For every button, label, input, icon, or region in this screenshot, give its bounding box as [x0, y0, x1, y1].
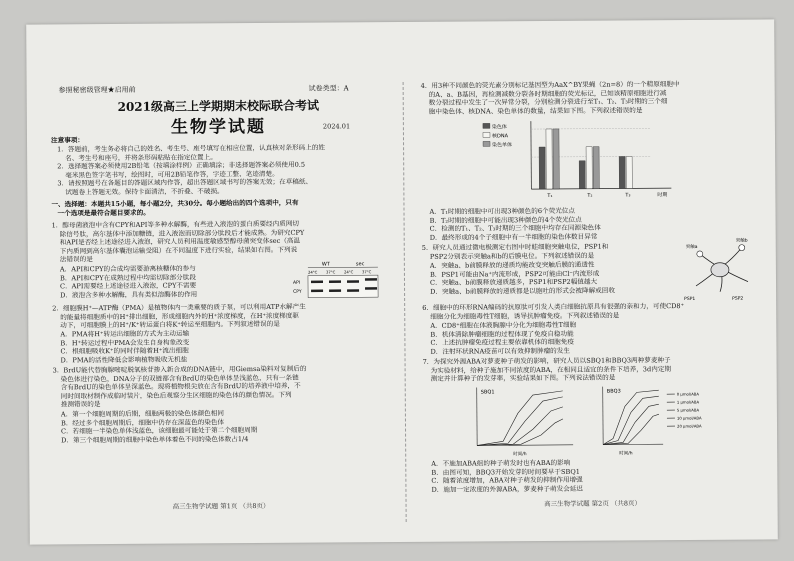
question-line: 6．细胞中的环形RNA编码的抗原肽可引发人类白细胞抗原具有很强的亲和力，可使CD8⁺ — [422, 302, 685, 312]
gel-head-sec: sec — [355, 261, 365, 268]
option-a: A．突触a、b前膜释放的递质均能改变突触后膜的通透性 — [429, 260, 595, 270]
gel-band — [329, 280, 341, 283]
germination-figure — [463, 382, 720, 458]
question-line: 下内质网到高尔基体囊泡运输受阻）在不同温度下进行实验，结果如右图。下列说 — [59, 245, 298, 256]
gel-temp: 24°C — [343, 269, 354, 275]
page-footer: 高三生物学试题 第1页 （共8页） — [172, 501, 270, 511]
option-b: B．经过多个细胞周期后，细胞中仍存在深蓝色的染色体 — [60, 417, 225, 427]
question-line: PSP2分别表示突触a和b的后膜电位。下列叙述错误的是 — [429, 251, 595, 261]
legend-chromatid: 染色单体 — [492, 142, 513, 149]
question-3-options — [61, 408, 381, 445]
period-t1: T₁ — [547, 192, 553, 199]
question-line: 数分裂过程中发生了一次异常分裂，分别检测分裂进行至T₁、T₂、T₃时期的三个细 — [428, 97, 668, 107]
question-line: 染色体进行染色，DNA分子的双链都含有BrdU的染色单体呈浅蓝色，只有一条链 — [60, 373, 299, 383]
option-d: D．注射环状RNA疫苗可以有效抑制肿瘤的发生 — [430, 346, 570, 356]
paper-type-label: 试卷类型：A — [308, 84, 349, 93]
gel-band — [347, 280, 359, 283]
option-b: B．H⁺转运过程中PMA会发生自身构象改变 — [60, 338, 190, 347]
note-line: 毫米黑色签字笔书写，绘图时，可用2B铅笔作答，字迹工整、笔迹清楚。 — [65, 169, 279, 180]
confidential-label: 参照秘密级管理★启用前 — [58, 85, 136, 95]
gel-band — [365, 287, 377, 290]
question-line: 3．BrdU能代替胸腺嘧啶脱氧核苷掺入新合成的DNA链中，用Giemsa染料对复制后的 — [52, 364, 307, 375]
question-line: 为实验材料，给种子施加不同浓度的ABA，在相同且适宜的条件下培养，3d内定期 — [430, 364, 672, 375]
option-a: A．CD8⁺细胞在体液胸腺中分化为细胞毒性T细胞 — [430, 320, 577, 330]
question-5-options — [430, 260, 680, 296]
exam-title: 2021级高三上学期期末校际联合考试 — [117, 98, 320, 114]
bar-t2-chromatid — [593, 147, 599, 189]
option-c: C．检测的T₁、T₂、T₃时期的三个细胞中均存在同源染色体 — [429, 223, 601, 233]
bar-t1-dna — [546, 129, 552, 189]
germination-legend — [667, 391, 702, 428]
option-b: B．机体清除肿瘤细胞的过程体现了免疫自稳功能 — [430, 329, 574, 339]
curve-bbq3 — [603, 390, 659, 444]
note-line: 名、考生号和座号，并将条形码粘贴在指定位置上。 — [65, 152, 217, 162]
note-line: 试题卷上答题无效。保持卡面清洁，不折叠、不破损。 — [65, 187, 224, 197]
option-c: C．根细胞吸收K⁺的同时伴随着H⁺流出细胞 — [60, 346, 189, 356]
gel-temp: 37°C — [361, 269, 372, 275]
synapse-b-terminal — [739, 245, 745, 251]
question-6-options — [430, 319, 760, 356]
psp1-label: PSP1 — [684, 296, 696, 303]
legend-item: 10 μmol/ABA — [676, 415, 702, 421]
question-line: 胞中染色体、核DNA、染色单体的数量，结果如下图。下列叙述错误的是 — [428, 106, 643, 116]
period-t2: T₂ — [587, 192, 593, 199]
page-2 — [420, 20, 762, 542]
legend-item: 20 μmol/ABA — [676, 423, 702, 429]
gel-row-label: API — [292, 280, 301, 286]
option-a: A．第一个细胞周期的后期，细胞两极的染色体颜色相同 — [60, 409, 224, 419]
option-c: C．上述抗肿瘤免疫过程主要依靠机体的细胞免疫 — [430, 337, 574, 347]
curve-sbq1 — [477, 397, 563, 446]
option-c: C．随着浓度增加，ABA对种子萌发的抑制作用增强 — [431, 475, 583, 485]
curve-bbq3 — [603, 396, 659, 444]
synapse-a-terminal — [697, 251, 703, 257]
option-a: A．不施加ABA组的种子萌发时也有ABA的影响 — [431, 458, 571, 468]
gel-temp: 24°C — [307, 269, 318, 275]
legend-chromosome: 染色体 — [491, 124, 507, 131]
note-line: 3．请按照题号在各题目的答题区域内作答，超出答题区域书写的答案无效；在草稿纸、 — [57, 178, 313, 188]
question-line: 细胞分化为细胞毒性T细胞，诱导抗肿瘤免疫。下列叙述错误的是 — [430, 311, 620, 321]
bar-t1-chromosome — [539, 147, 545, 189]
bar-t3-chromosome — [619, 156, 625, 188]
gel-band — [365, 278, 377, 281]
gel-band — [329, 289, 341, 292]
panel-1-title: SBQ1 — [480, 389, 495, 396]
x-axis-label: 时期 — [657, 192, 668, 199]
notes-list — [57, 143, 386, 197]
exam-paper — [26, 19, 778, 544]
question-line: 的能量将细胞质中的H⁺排出细胞，形成细胞内外的H⁺浓度梯度，在H⁺浓度梯度驱 — [60, 311, 299, 321]
gel-band — [311, 290, 323, 293]
bar-t3-dna — [626, 156, 632, 188]
question-line: 推测错误的是 — [60, 400, 101, 409]
question-line: 动下，可细胞膜上的H⁺/K⁺转运蛋白将K⁺转运至细胞内。下列叙述错误的是 — [60, 320, 280, 330]
synapse-b-label: 突触b — [735, 238, 748, 244]
question-6 — [422, 302, 760, 322]
question-line: 的A、a、B基因，再检测减数分裂各时期细胞的荧光标记，已知该精原细胞进行减 — [428, 88, 667, 99]
question-line: 除信号肽，高尔基体中添加糖链，进入液泡而切除部分肽段后才能成熟。为研究CPY — [59, 228, 305, 238]
question-4 — [421, 80, 759, 117]
curve-bbq3 — [603, 404, 659, 444]
curve-sbq1 — [477, 391, 563, 446]
q4-bar-figure — [481, 116, 682, 205]
option-d: D．液泡含多种水解酶，具有类似溶酶体的作用 — [60, 290, 198, 300]
option-d: D．施加一定浓度的外源ABA，萝麦种子萌发会延迟 — [431, 484, 584, 494]
option-b: B．PSP1可能由Na⁺内流形成，PSP2可能由Cl⁻内流形成 — [429, 269, 600, 279]
page-1 — [50, 22, 389, 544]
section-heading: 一、选择题：本题共15小题，每小题2分，共30分。每小题给出的四个选项中，只有 — [51, 198, 299, 209]
option-a: A．T₁时期的细胞中可出现3种颜色的6个荧光位点 — [429, 206, 576, 216]
page-footer: 高三生物学试题 第2页 （共8页） — [544, 499, 642, 509]
gel-band — [311, 281, 323, 284]
x-label-1: 时间/h — [513, 452, 527, 458]
question-2 — [52, 302, 387, 330]
gel-figure — [292, 258, 384, 301]
question-5 — [422, 242, 672, 261]
gel-temp: 37°C — [325, 269, 336, 275]
question-line: 5．研究人员通过微电极测定右图中时蛙细胞突触电位，PSP1和 — [421, 242, 609, 252]
panel-2-title: BBQ3 — [606, 388, 621, 395]
note-line: 2．选择题答案必须使用2B铅笔（按填涂样例）正确填涂；非选择题答案必须使用0.5 — [57, 160, 306, 171]
legend-item: 5 μmol/ABA — [676, 407, 700, 413]
question-line: 法错误的是 — [59, 255, 93, 264]
question-line: 4．用3种不同颜色的荧光素分别标记基因型为AaX^BY果蝇（2n=8）的一个精原细胞中 — [420, 80, 680, 90]
neuron-body — [711, 263, 729, 277]
page-divider — [403, 82, 407, 522]
question-line: 含有BrdU的染色单体呈深蓝色。现将植物根尖放在含有BrdU的培养液中培养，不 — [60, 381, 301, 392]
option-c: C．API需要经上述途径进入液泡，CPY不需要 — [59, 281, 197, 291]
note-line: 1．答题前，考生务必将自己的姓名、考生号、座号填写在相应位置，认真核对条形码上的姓 — [57, 143, 326, 154]
subject-title: 生物学试题 — [170, 116, 266, 138]
option-c: C．突触a、b前膜释放递质越多，PSP1和PSP2幅值越大 — [429, 277, 598, 287]
question-7-options — [431, 457, 761, 494]
question-line: 和API是否经上述途径进入液泡，研究人员利用温度敏感型醇母菌突变体sec（高温 — [59, 236, 301, 247]
curve-sbq1 — [477, 419, 563, 446]
neuron-figure — [680, 234, 761, 309]
question-line: 测定并计算种子的发芽率，实验结果如下图。下列说法错误的是 — [430, 373, 616, 383]
question-1-options — [60, 264, 285, 300]
option-a: A．PMA将H⁺转运出细胞的方式为主动运输 — [60, 329, 190, 339]
option-b: B．由图可知，BBQ3开始发芽的时间要早于SBQ1 — [431, 467, 580, 477]
psp2-label: PSP2 — [732, 296, 744, 302]
legend-dna: 核DNA — [491, 133, 509, 140]
bar-t2-chromosome — [579, 161, 585, 189]
option-d: D．第三个细胞周期的细胞中染色单体着色不同的染色体数占1/4 — [61, 434, 249, 445]
legend-item: 0 μmol/ABA — [676, 391, 700, 397]
bar-t1-chromatid — [553, 129, 559, 189]
option-c: C．若细胞一半染色单体浅蓝色，该细胞最可能处于第二个细胞周期 — [61, 426, 258, 436]
synapse-a-label: 突触a — [685, 244, 698, 251]
question-line: 7．为探究外源ABA对萝麦种子萌发的影响，研究人员以SBQ1和BBQ3两种萝麦种子 — [422, 356, 671, 366]
question-7 — [423, 355, 761, 383]
option-d: D．突触a、b前膜释放的递质都是以胞吐的形式会被降解或回收 — [430, 286, 615, 296]
option-d: D．PMA的活性降低会影响植物吸收无机盐 — [60, 355, 188, 365]
question-3 — [53, 364, 388, 409]
question-line: 2．细胞膜H⁺—ATP酶（PMA）是植物体内一类重要的质子泵，可以利用ATP水解产生 — [52, 302, 306, 313]
gel-band — [347, 289, 359, 292]
option-b: B．T₂时期的细胞中可能出现3种颜色的4个荧光位点 — [429, 215, 582, 225]
bar-t2-dna — [586, 147, 592, 189]
question-line: 1．醇母菌液泡中含有CPY和API等多种水解酶，有些进入液泡的蛋白质要经内质网切 — [51, 219, 300, 230]
legend-item: 1 μmol/ABA — [676, 399, 700, 405]
option-d: D．最终形成的4个子细胞中有一半细胞的染色体数目异常 — [429, 232, 598, 242]
gel-head-wt: WT — [321, 261, 330, 268]
period-t3: T₃ — [625, 192, 631, 199]
gel-row-label: CPY — [293, 289, 302, 295]
section-heading-cont: 一个选项是最符合题目要求的。 — [57, 208, 150, 218]
question-line: 同时间取材制作成临时装片，染色后观察分生区细胞的染色体的颜色情况。下列 — [60, 390, 292, 401]
option-a: A．API和CPY的合成均需要游离核糖体的参与 — [59, 264, 196, 274]
curve-sbq1 — [477, 407, 563, 446]
option-b: B．API和CPY在成熟过程中均需切除部分肽段 — [59, 273, 196, 282]
notes-title: 注意事项： — [50, 136, 84, 145]
x-label-2: 时间/h — [619, 451, 633, 457]
question-2-options — [60, 328, 380, 365]
exam-date: 2024.01 — [322, 122, 351, 131]
